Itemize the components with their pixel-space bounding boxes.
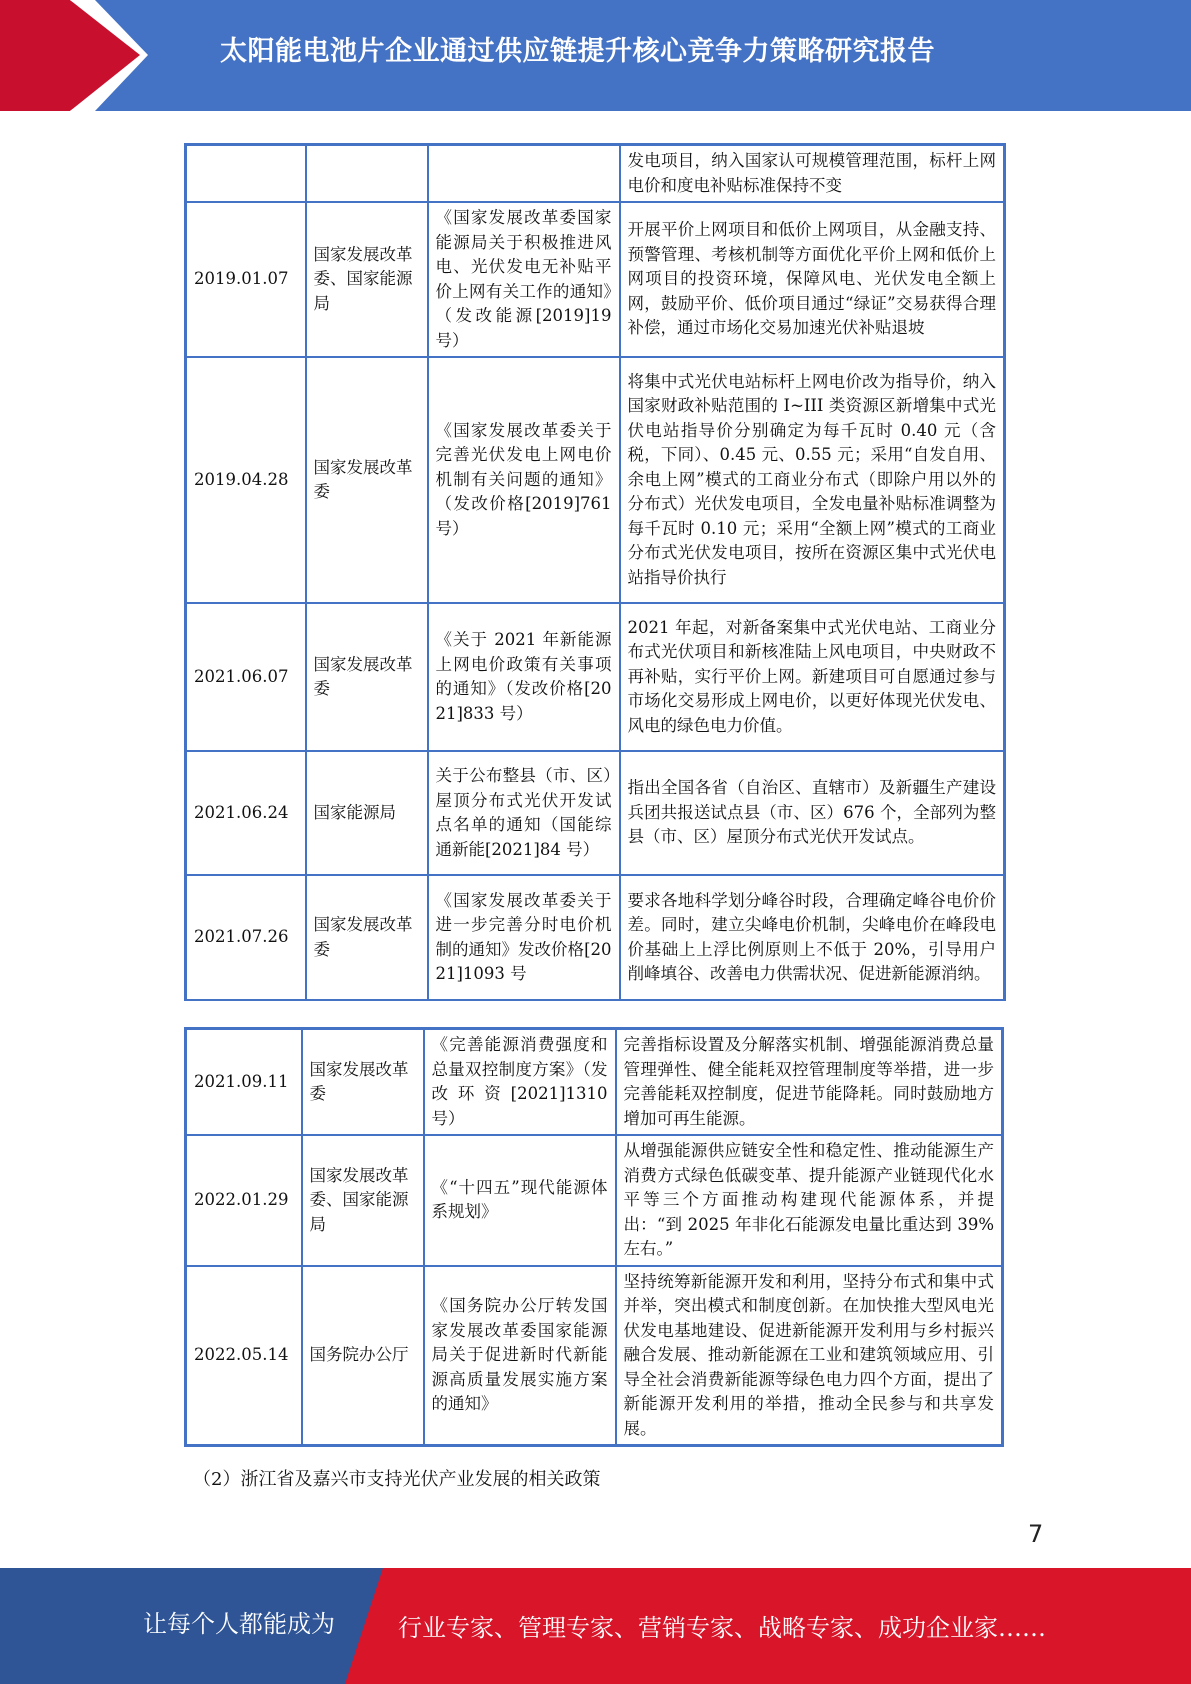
document-cell: 《“十四五”现代能源体系规划》 [424, 1135, 616, 1266]
content-cell: 完善指标设置及分解落实机制、增强能源消费总量管理弹性、健全能耗双控管理制度等举措，进一步完善能耗双控制度，促进节能降耗。同时鼓励地方增加可再生能源。 [616, 1029, 1003, 1136]
content-cell: 从增强能源供应链安全性和稳定性、推动能源生产消费方式绿色低碳变革、提升能源产业链现代化水平等三个方面推动构建现代能源体系，并提出：“到 2025 年非化石能源发电量比重达到 39%左右。” [616, 1135, 1003, 1266]
date-cell: 2019.04.28 [186, 357, 306, 603]
policy-table-next-page [184, 1027, 1004, 1447]
department-cell: 国家发展改革委、国家能源局 [306, 202, 428, 357]
page-footer [0, 1568, 1191, 1684]
content-cell: 开展平价上网项目和低价上网项目，从金融支持、预警管理、考核机制等方面优化平价上网和低价上网项目的投资环境，保障风电、光伏发电全额上网，鼓励平价、低价项目通过“绿证”交易获得合理补偿，通过市场化交易加速光伏补贴退坡 [620, 202, 1005, 357]
content-cell: 指出全国各省（自治区、直辖市）及新疆生产建设兵团共报送试点县（市、区）676 个，全部列为整县（市、区）屋顶分布式光伏开发试点。 [620, 751, 1005, 875]
table-row [186, 875, 1005, 1000]
content-cell: 将集中式光伏电站标杆上网电价改为指导价，纳入国家财政补贴范围的 I~III 类资源区新增集中式光伏电站指导价分别确定为每千瓦时 0.40 元（含税，下同）、0.45 元、0.55 元；采用“自发自用、余电上网”模式的工商业分布式（即除户用以外的分布式）光伏发电项目，全发电量补贴标准调整为每千瓦时 0.10 元；采用“全额上网”模式的工商业分布式光伏发电项目，按所在资源区集中式光伏电站指导价执行 [620, 357, 1005, 603]
table-row [186, 145, 1005, 203]
date-cell: 2019.01.07 [186, 202, 306, 357]
department-cell [306, 145, 428, 203]
department-cell: 国家发展改革委、国家能源局 [302, 1135, 424, 1266]
date-cell: 2021.06.24 [186, 751, 306, 875]
document-cell: 《关于 2021 年新能源上网电价政策有关事项的通知》（发改价格[2021]833 号） [428, 603, 620, 751]
date-cell: 2021.06.07 [186, 603, 306, 751]
table-row [186, 1266, 1003, 1446]
department-cell: 国家能源局 [306, 751, 428, 875]
table-row [186, 1029, 1003, 1136]
department-cell: 国务院办公厅 [302, 1266, 424, 1446]
footer-slogan-left: 让每个人都能成为 [143, 1610, 335, 1638]
date-cell [186, 145, 306, 203]
document-cell: 《完善能源消费强度和总量双控制度方案》（发改环资[2021]1310 号） [424, 1029, 616, 1136]
table-row [186, 357, 1005, 603]
section-heading: （2）浙江省及嘉兴市支持光伏产业发展的相关政策 [193, 1469, 601, 1490]
department-cell: 国家发展改革委 [306, 357, 428, 603]
policy-table-continued [184, 143, 1006, 1001]
table-row [186, 202, 1005, 357]
date-cell: 2021.09.11 [186, 1029, 302, 1136]
content-cell: 坚持统筹新能源开发和利用，坚持分布式和集中式并举，突出模式和制度创新。在加快推大型风电光伏发电基地建设、促进新能源开发利用与乡村振兴融合发展、推动新能源在工业和建筑领域应用、引导全社会消费新能源等绿色电力四个方面，提出了新能源开发利用的举措，推动全民参与和共享发展。 [616, 1266, 1003, 1446]
department-cell: 国家发展改革委 [306, 875, 428, 1000]
date-cell: 2022.01.29 [186, 1135, 302, 1266]
document-cell: 《国家发展改革委关于进一步完善分时电价机制的通知》发改价格[2021]1093 号 [428, 875, 620, 1000]
page-header [0, 0, 1191, 111]
table-row [186, 603, 1005, 751]
date-cell: 2021.07.26 [186, 875, 306, 1000]
report-title: 太阳能电池片企业通过供应链提升核心竞争力策略研究报告 [220, 36, 935, 67]
document-cell [428, 145, 620, 203]
document-cell: 《国务院办公厅转发国家发展改革委国家能源局关于促进新时代新能源高质量发展实施方案的通知》 [424, 1266, 616, 1446]
page-number: 7 [1028, 1520, 1044, 1548]
content-cell: 2021 年起，对新备案集中式光伏电站、工商业分布式光伏项目和新核准陆上风电项目，中央财政不再补贴，实行平价上网。新建项目可自愿通过参与市场化交易形成上网电价，以更好体现光伏发电、风电的绿色电力价值。 [620, 603, 1005, 751]
document-cell: 《国家发展改革委国家能源局关于积极推进风电、光伏发电无补贴平价上网有关工作的通知》（发改能源[2019]19 号） [428, 202, 620, 357]
department-cell: 国家发展改革委 [306, 603, 428, 751]
table-row [186, 1135, 1003, 1266]
table-row [186, 751, 1005, 875]
document-cell: 《国家发展改革委关于完善光伏发电上网电价机制有关问题的通知》（发改价格[2019]761 号） [428, 357, 620, 603]
content-cell: 发电项目，纳入国家认可规模管理范围，标杆上网电价和度电补贴标准保持不变 [620, 145, 1005, 203]
content-cell: 要求各地科学划分峰谷时段，合理确定峰谷电价价差。同时，建立尖峰电价机制，尖峰电价在峰段电价基础上上浮比例原则上不低于 20%，引导用户削峰填谷、改善电力供需状况、促进新能源消纳。 [620, 875, 1005, 1000]
date-cell: 2022.05.14 [186, 1266, 302, 1446]
department-cell: 国家发展改革委 [302, 1029, 424, 1136]
footer-slogan-right: 行业专家、管理专家、营销专家、战略专家、成功企业家…… [398, 1614, 1046, 1642]
document-cell: 关于公布整县（市、区）屋顶分布式光伏开发试点名单的通知（国能综通新能[2021]84 号） [428, 751, 620, 875]
